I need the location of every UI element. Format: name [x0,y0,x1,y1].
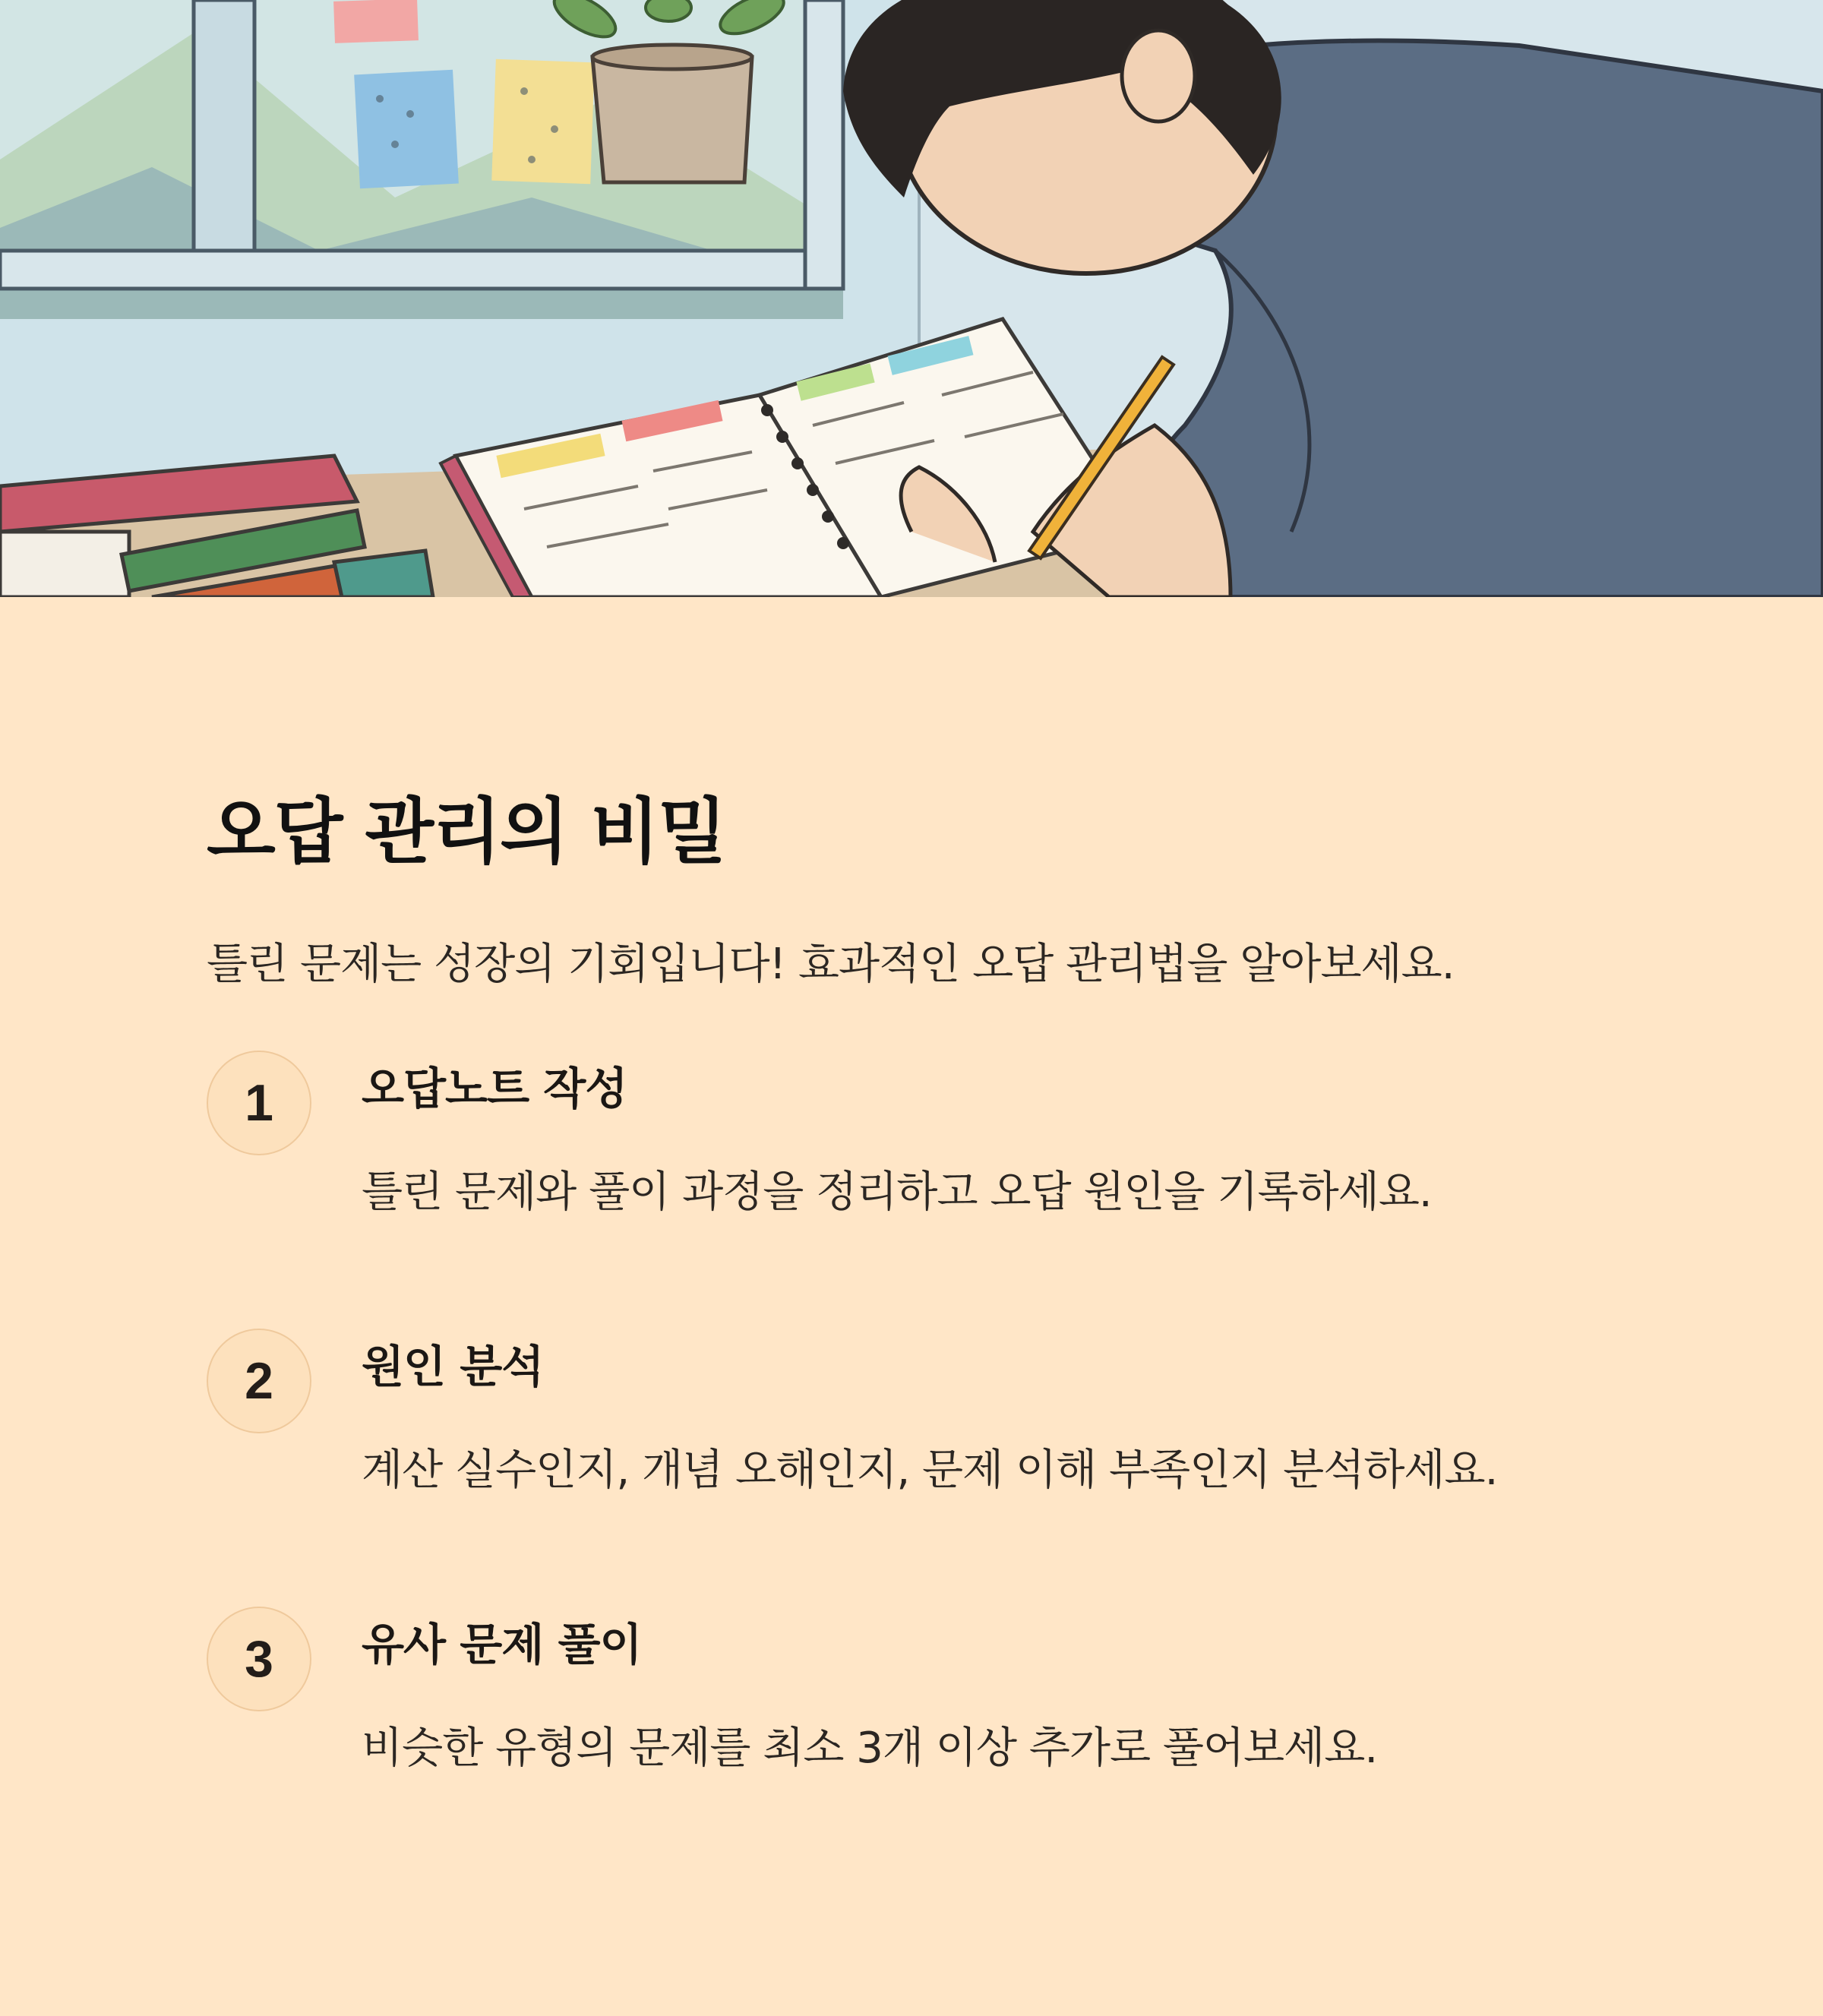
step-title: 오답노트 작성 [362,1062,627,1114]
student-writing-illustration [0,0,1823,597]
step-description: 틀린 문제와 풀이 과정을 정리하고 오답 원인을 기록하세요. [362,1167,1432,1217]
step-title: 원인 분석 [362,1340,544,1392]
step-item [207,1329,1650,1607]
step-title: 유사 문제 풀이 [362,1618,642,1670]
step-number-badge: 1 [207,1051,311,1155]
step-number-badge: 3 [207,1607,311,1711]
step-item [207,1607,1650,1885]
step-number-badge: 2 [207,1329,311,1433]
main-content [207,790,1650,1885]
hero-illustration [0,0,1823,597]
step-list [207,1051,1650,1885]
page-title: 오답 관리의 비밀 [207,791,726,874]
step-description: 계산 실수인지, 개념 오해인지, 문제 이해 부족인지 분석하세요. [362,1445,1498,1495]
intro-text: 틀린 문제는 성장의 기회입니다! 효과적인 오답 관리법을 알아보세요. [207,939,1455,989]
step-item [207,1051,1650,1329]
step-description: 비슷한 유형의 문제를 최소 3개 이상 추가로 풀어보세요. [362,1723,1378,1773]
